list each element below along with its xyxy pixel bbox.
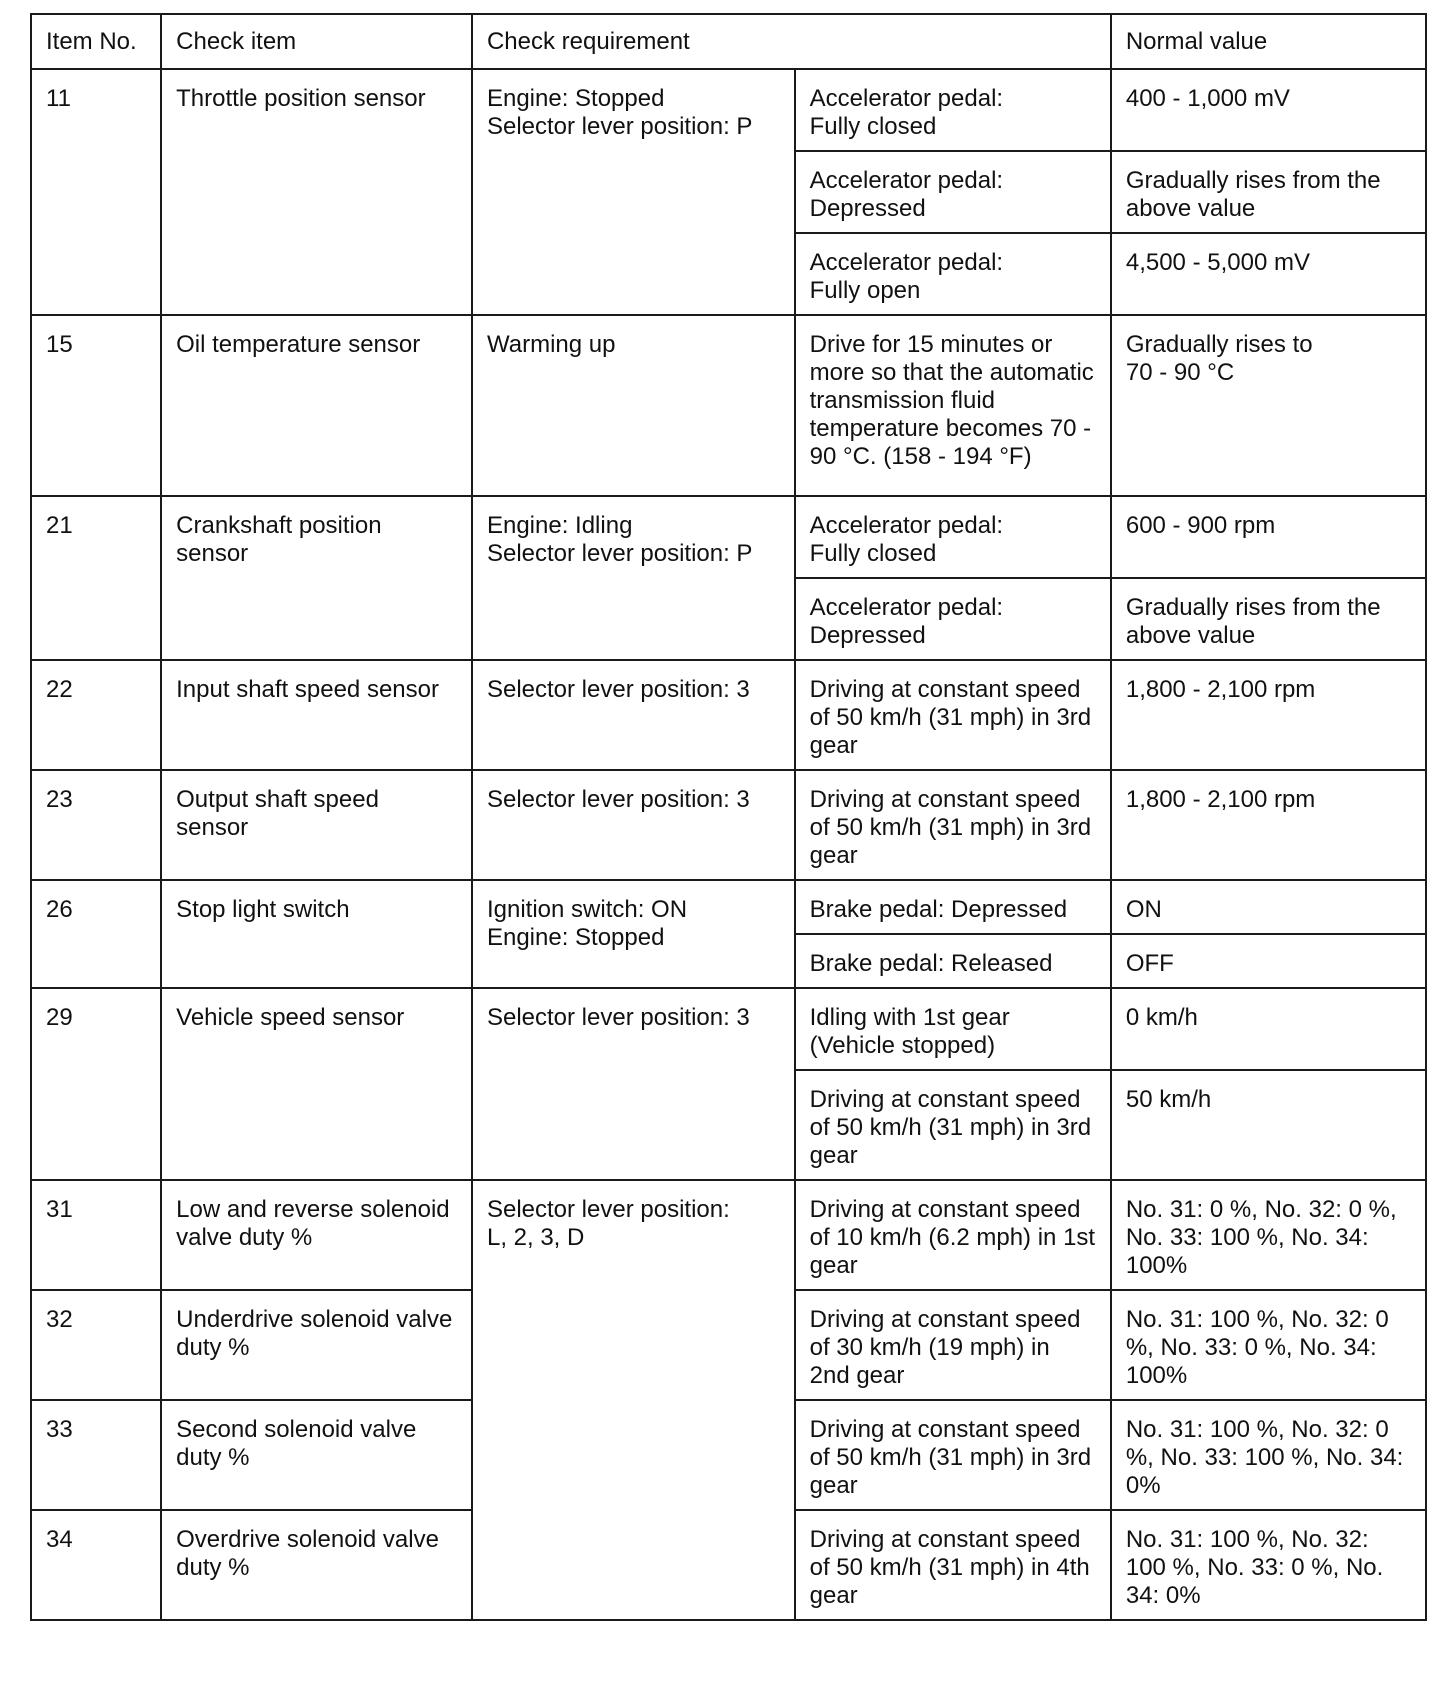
check-item: Stop light switch	[161, 880, 472, 988]
normal-value: Gradually rises to 70 - 90 °C	[1111, 315, 1426, 496]
check-item: Second solenoid valve duty %	[161, 1400, 472, 1510]
check-condition: Driving at constant speed of 50 km/h (31 mph) in 3rd gear	[795, 770, 1111, 880]
normal-value: No. 31: 100 %, No. 32: 100 %, No. 33: 0 %, No. 34: 0%	[1111, 1510, 1426, 1620]
table-row	[31, 496, 1426, 578]
check-item: Oil temperature sensor	[161, 315, 472, 496]
check-condition: Idling with 1st gear (Vehicle stopped)	[795, 988, 1111, 1070]
check-item: Input shaft speed sensor	[161, 660, 472, 770]
normal-value: ON	[1111, 880, 1426, 934]
check-requirement: Ignition switch: ON Engine: Stopped	[472, 880, 795, 988]
normal-value: 400 - 1,000 mV	[1111, 69, 1426, 151]
check-item: Overdrive solenoid valve duty %	[161, 1510, 472, 1620]
check-requirement: Selector lever position: 3	[472, 770, 795, 880]
item-no: 15	[31, 315, 161, 496]
check-condition: Drive for 15 minutes or more so that the automatic transmission fluid temperature becomes 70 - 90 °C. (158 - 194 °F)	[795, 315, 1111, 496]
normal-value: Gradually rises from the above value	[1111, 151, 1426, 233]
item-no: 11	[31, 69, 161, 315]
check-condition: Driving at constant speed of 50 km/h (31 mph) in 3rd gear	[795, 1070, 1111, 1180]
header-normal-value: Normal value	[1111, 14, 1426, 69]
item-no: 22	[31, 660, 161, 770]
check-condition: Accelerator pedal: Fully closed	[795, 496, 1111, 578]
item-no: 34	[31, 1510, 161, 1620]
header-item-no: Item No.	[31, 14, 161, 69]
check-item: Vehicle speed sensor	[161, 988, 472, 1180]
normal-value: 50 km/h	[1111, 1070, 1426, 1180]
item-no: 29	[31, 988, 161, 1180]
check-requirement: Engine: Stopped Selector lever position: P	[472, 69, 795, 315]
check-condition: Driving at constant speed of 50 km/h (31 mph) in 4th gear	[795, 1510, 1111, 1620]
check-item: Low and reverse solenoid valve duty %	[161, 1180, 472, 1290]
item-no: 21	[31, 496, 161, 660]
check-condition: Driving at constant speed of 30 km/h (19 mph) in 2nd gear	[795, 1290, 1111, 1400]
check-condition: Driving at constant speed of 50 km/h (31 mph) in 3rd gear	[795, 1400, 1111, 1510]
check-condition: Brake pedal: Released	[795, 934, 1111, 988]
item-no: 31	[31, 1180, 161, 1290]
item-no: 32	[31, 1290, 161, 1400]
normal-value: Gradually rises from the above value	[1111, 578, 1426, 660]
table-row	[31, 880, 1426, 934]
normal-value: 1,800 - 2,100 rpm	[1111, 660, 1426, 770]
normal-value: 1,800 - 2,100 rpm	[1111, 770, 1426, 880]
table-row	[31, 770, 1426, 880]
table-row	[31, 1180, 1426, 1290]
check-condition: Driving at constant speed of 50 km/h (31 mph) in 3rd gear	[795, 660, 1111, 770]
check-condition: Brake pedal: Depressed	[795, 880, 1111, 934]
normal-value: No. 31: 0 %, No. 32: 0 %, No. 33: 100 %, No. 34: 100%	[1111, 1180, 1426, 1290]
check-item: Underdrive solenoid valve duty %	[161, 1290, 472, 1400]
table-row	[31, 315, 1426, 496]
normal-value: OFF	[1111, 934, 1426, 988]
check-condition: Accelerator pedal: Depressed	[795, 578, 1111, 660]
check-condition: Accelerator pedal: Depressed	[795, 151, 1111, 233]
check-requirement: Selector lever position: 3	[472, 660, 795, 770]
header-check-requirement: Check requirement	[472, 14, 1111, 69]
check-item: Output shaft speed sensor	[161, 770, 472, 880]
table-row	[31, 988, 1426, 1070]
normal-value: 4,500 - 5,000 mV	[1111, 233, 1426, 315]
check-condition: Accelerator pedal: Fully open	[795, 233, 1111, 315]
normal-value: 0 km/h	[1111, 988, 1426, 1070]
check-condition: Accelerator pedal: Fully closed	[795, 69, 1111, 151]
check-item: Throttle position sensor	[161, 69, 472, 315]
table-row	[31, 660, 1426, 770]
item-no: 23	[31, 770, 161, 880]
normal-value: No. 31: 100 %, No. 32: 0 %, No. 33: 100 %, No. 34: 0%	[1111, 1400, 1426, 1510]
item-no: 33	[31, 1400, 161, 1510]
table-row	[31, 69, 1426, 151]
check-requirement: Warming up	[472, 315, 795, 496]
normal-value: No. 31: 100 %, No. 32: 0 %, No. 33: 0 %, No. 34: 100%	[1111, 1290, 1426, 1400]
normal-value: 600 - 900 rpm	[1111, 496, 1426, 578]
check-requirement: Engine: Idling Selector lever position: P	[472, 496, 795, 660]
header-check-item: Check item	[161, 14, 472, 69]
check-item: Crankshaft position sensor	[161, 496, 472, 660]
check-requirement: Selector lever position: 3	[472, 988, 795, 1180]
item-no: 26	[31, 880, 161, 988]
header-row	[31, 14, 1426, 69]
check-condition: Driving at constant speed of 10 km/h (6.2 mph) in 1st gear	[795, 1180, 1111, 1290]
check-table	[30, 13, 1427, 1621]
check-requirement: Selector lever position: L, 2, 3, D	[472, 1180, 795, 1620]
